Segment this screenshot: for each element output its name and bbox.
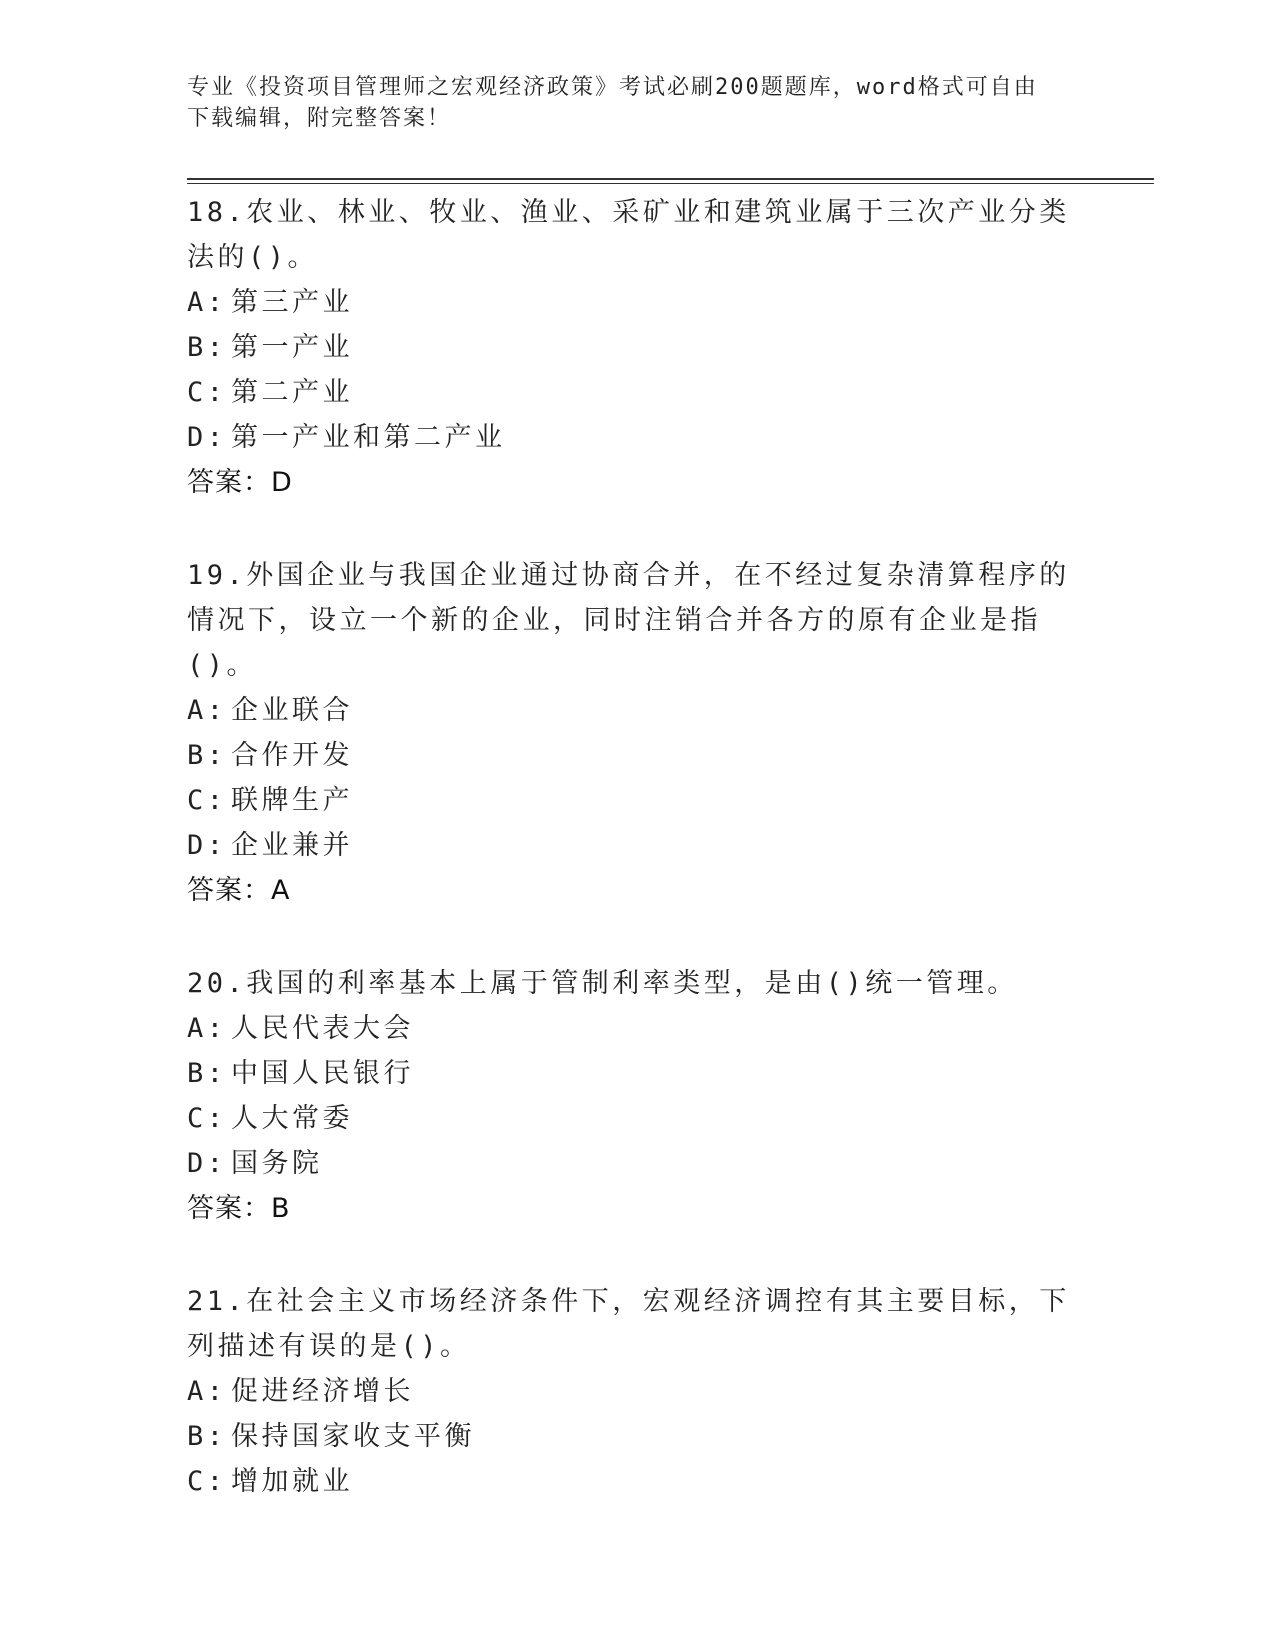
question-19 <box>187 553 1087 913</box>
option-key: A: <box>187 695 227 726</box>
option-a <box>187 1006 1087 1051</box>
option-a <box>187 688 1087 733</box>
option-a <box>187 280 1087 325</box>
answer-line: 答案：B <box>187 1193 291 1224</box>
option-key: D: <box>187 422 227 453</box>
answer-line: 答案：D <box>187 467 293 498</box>
option-text: 人大常委 <box>231 1103 353 1134</box>
answer-line: 答案：A <box>187 875 291 906</box>
header-divider-thick <box>187 178 1154 180</box>
option-key: B: <box>187 332 227 363</box>
option-d <box>187 823 1087 868</box>
option-b <box>187 1051 1087 1096</box>
option-key: C: <box>187 1103 227 1134</box>
option-key: A: <box>187 1013 227 1044</box>
option-key: C: <box>187 377 227 408</box>
option-text: 第三产业 <box>231 287 353 318</box>
question-text: 19.外国企业与我国企业通过协商合并，在不经过复杂清算程序的情况下，设立一个新的企业，同时注销合并各方的原有企业是指()。 <box>187 560 1070 681</box>
option-d <box>187 415 1087 460</box>
question-text: 21.在社会主义市场经济条件下，宏观经济调控有其主要目标，下列描述有误的是()。 <box>187 1286 1070 1362</box>
option-b <box>187 325 1087 370</box>
option-b <box>187 733 1087 778</box>
option-key: C: <box>187 785 227 816</box>
option-d <box>187 1141 1087 1186</box>
option-text: 中国人民银行 <box>231 1058 414 1089</box>
option-text: 第一产业和第二产业 <box>231 422 506 453</box>
header-divider-thin <box>187 183 1154 184</box>
option-text: 促进经济增长 <box>231 1376 414 1407</box>
option-text: 第二产业 <box>231 377 353 408</box>
option-key: B: <box>187 740 227 771</box>
option-text: 企业联合 <box>231 695 353 726</box>
option-b <box>187 1414 1087 1459</box>
option-key: D: <box>187 830 227 861</box>
option-key: C: <box>187 1466 227 1497</box>
option-c <box>187 1096 1087 1141</box>
option-text: 企业兼并 <box>231 830 353 861</box>
option-text: 合作开发 <box>231 740 353 771</box>
question-text: 18.农业、林业、牧业、渔业、采矿业和建筑业属于三次产业分类法的()。 <box>187 197 1070 273</box>
question-list <box>187 190 1087 1552</box>
option-key: D: <box>187 1148 227 1179</box>
option-a <box>187 1369 1087 1414</box>
option-key: B: <box>187 1058 227 1089</box>
option-c <box>187 778 1087 823</box>
option-text: 联牌生产 <box>231 785 353 816</box>
document-header <box>187 72 1067 134</box>
option-key: A: <box>187 1376 227 1407</box>
header-line-2: 下载编辑，附完整答案！ <box>187 106 452 131</box>
option-text: 增加就业 <box>231 1466 353 1497</box>
option-c <box>187 1459 1087 1504</box>
option-text: 保持国家收支平衡 <box>231 1421 475 1452</box>
option-c <box>187 370 1087 415</box>
question-text: 20.我国的利率基本上属于管制利率类型，是由()统一管理。 <box>187 968 1018 999</box>
question-20 <box>187 961 1087 1231</box>
question-21 <box>187 1279 1087 1504</box>
question-18 <box>187 190 1087 505</box>
option-key: B: <box>187 1421 227 1452</box>
option-text: 人民代表大会 <box>231 1013 414 1044</box>
option-text: 国务院 <box>231 1148 323 1179</box>
header-line-1: 专业《投资项目管理师之宏观经济政策》考试必刷200题题库，word格式可自由 <box>187 75 1038 100</box>
option-key: A: <box>187 287 227 318</box>
option-text: 第一产业 <box>231 332 353 363</box>
